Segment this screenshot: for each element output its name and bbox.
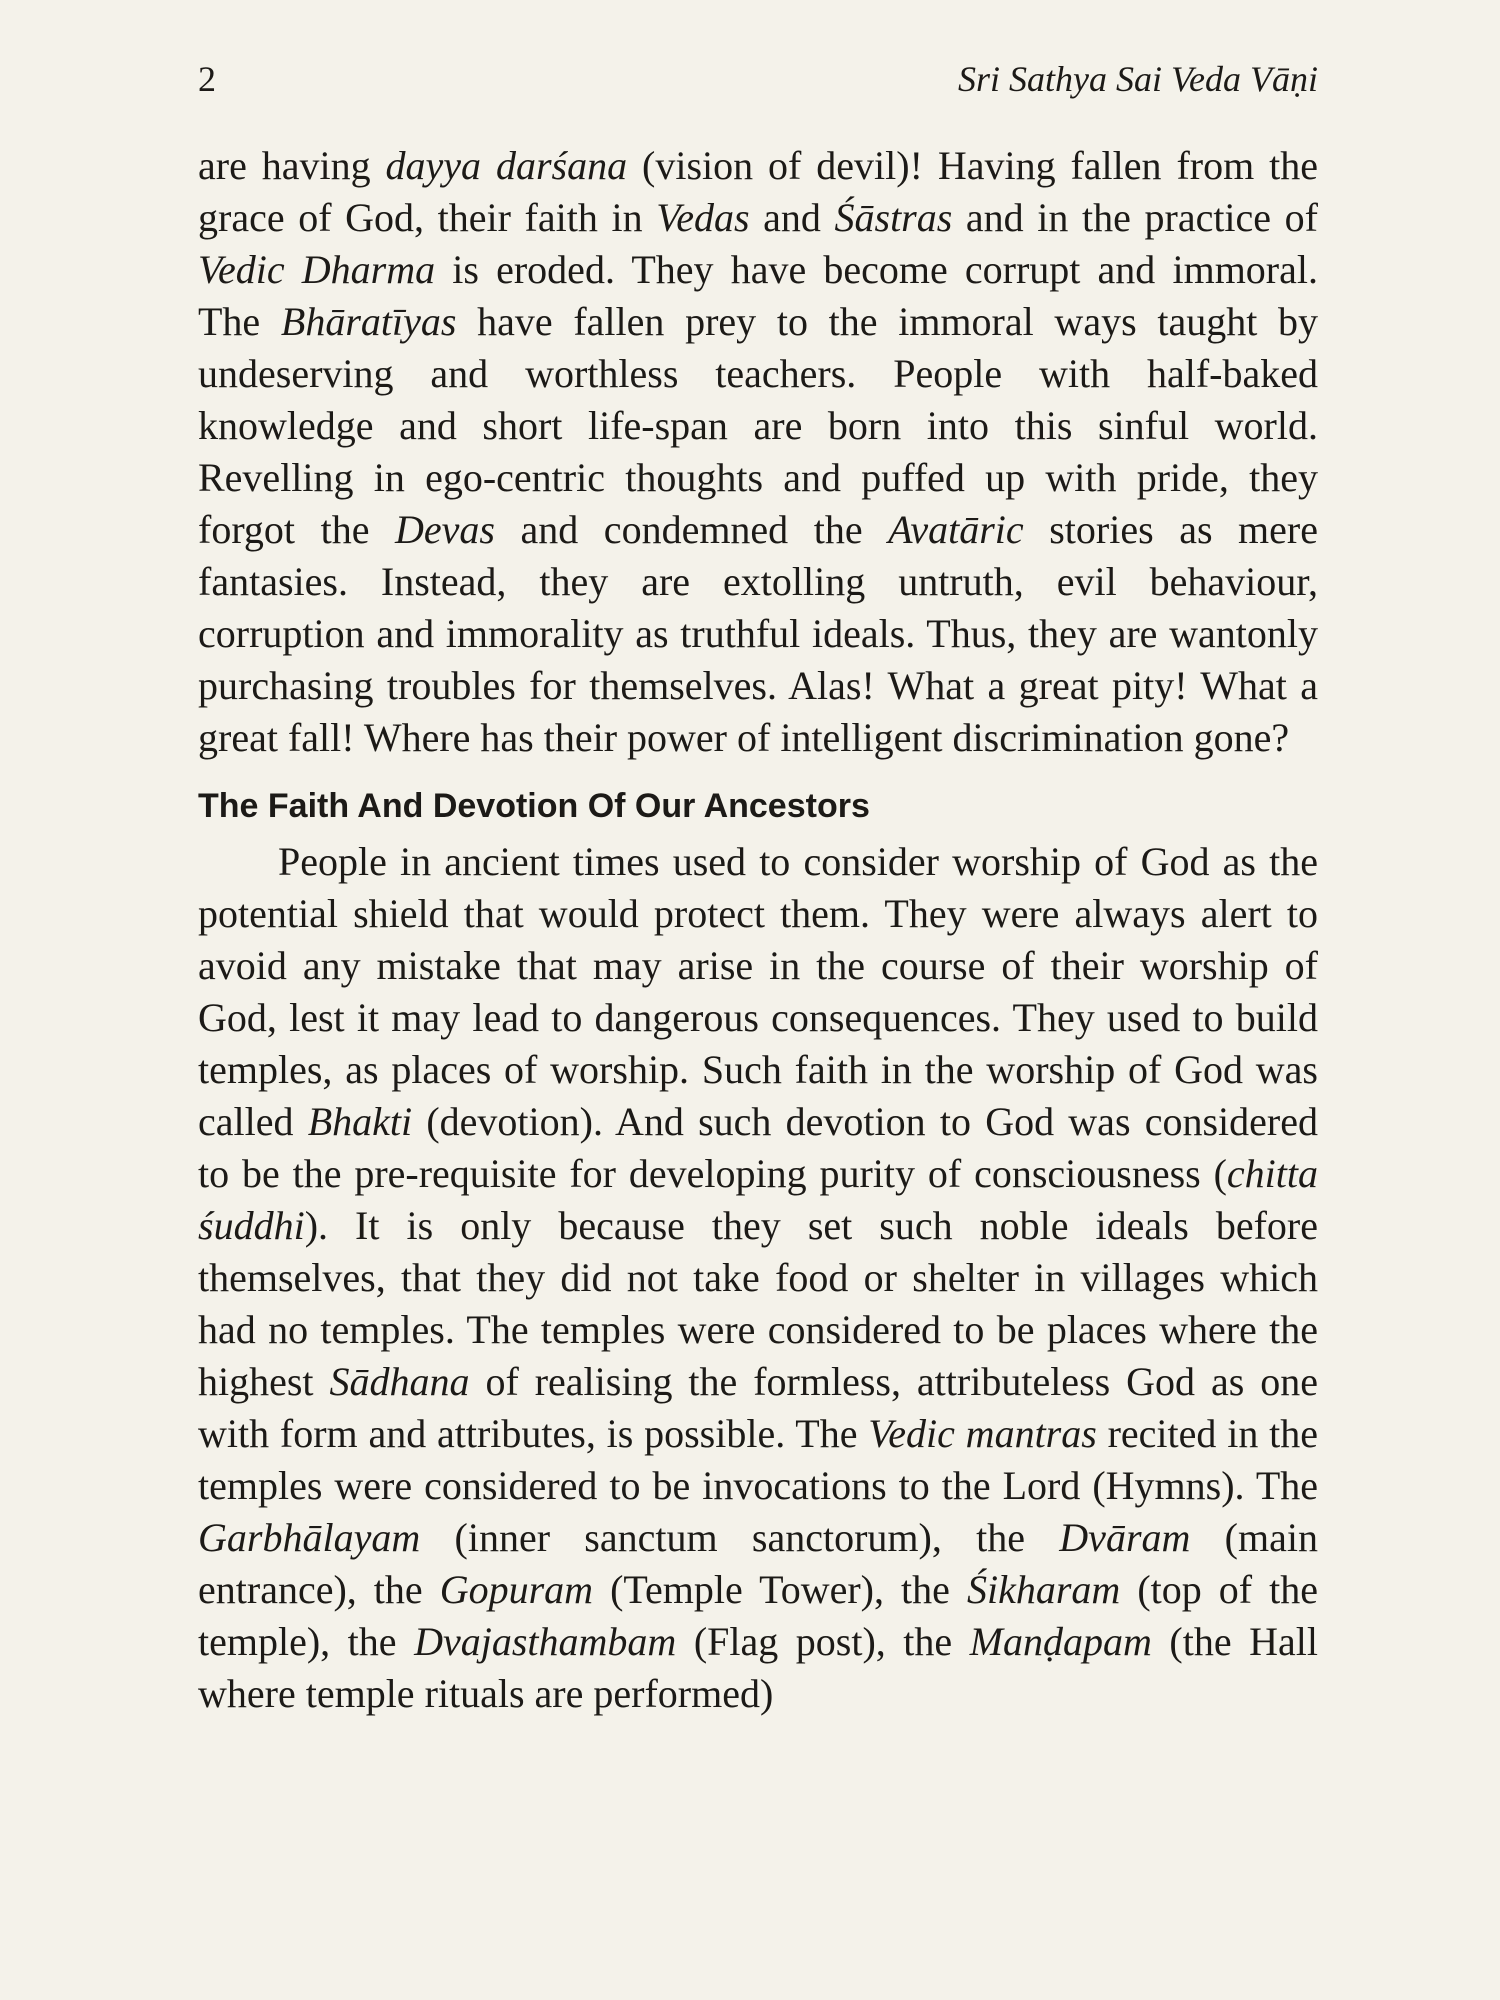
paragraph-2 (198, 836, 1318, 1720)
italic-term: chitta śuddhi (198, 1151, 1318, 1248)
italic-term: Śikharam (966, 1567, 1121, 1612)
text-run: and in the practice of (952, 195, 1318, 240)
paragraph-2-text (198, 836, 1318, 1720)
text-run: ). It is only because they set such noble ideals before themselves, that they did not take food or shelter in villages which had no temples. The temples were considered to be places where the highest (198, 1203, 1318, 1404)
text-run: (Temple Tower), the (593, 1567, 967, 1612)
paragraph-1 (198, 140, 1318, 764)
italic-term: Avatāric (888, 507, 1024, 552)
text-run: (main entrance), the (198, 1515, 1318, 1612)
text-run: of realising the formless, attributeless God as one with form and attributes, is possible. The (198, 1359, 1319, 1456)
italic-term: Śāstras (834, 195, 953, 240)
text-run: (Flag post), the (676, 1619, 970, 1664)
text-run: People in ancient times used to consider worship of God as the potential shield that would protect them. They were always alert to avoid any mistake that may arise in the course of their worship of God, lest it may lead to dangerous consequences. They used to build temples, as places of worship. Such faith in the worship of God was called (198, 839, 1318, 1144)
text-run: (devotion). And such devotion to God was considered to be the pre-requisite for developing purity of consciousness ( (198, 1099, 1318, 1196)
italic-term: Devas (395, 507, 495, 552)
book-page (198, 58, 1318, 1720)
page-number: 2 (198, 59, 216, 99)
italic-term: Dvajasthambam (414, 1619, 677, 1664)
text-run: recited in the temples were considered to be invocations to the Lord (Hymns). The (198, 1411, 1318, 1508)
italic-term: Manḍapam (969, 1619, 1152, 1664)
text-run: and condemned the (494, 507, 889, 552)
running-header (198, 58, 1318, 120)
italic-term: dayya darśana (385, 143, 628, 188)
text-run: (inner sanctum sanctorum), the (420, 1515, 1060, 1560)
text-run: stories as mere fantasies. Instead, they are extolling untruth, evil behaviour, corruption and immorality as truthful ideals. Thus, they are wantonly purchasing troubles for themselves. Alas! What a great pity! What a great fall! Where has their power of intelligent discrimination gone? (198, 507, 1318, 760)
italic-term: Garbhālayam (198, 1515, 421, 1560)
text-run: is eroded. They have become corrupt and immoral. The (198, 247, 1318, 344)
italic-term: Dvāram (1059, 1515, 1191, 1560)
text-run: (the Hall where temple rituals are performed) (198, 1619, 1318, 1716)
section-heading: The Faith And Devotion Of Our Ancestors (198, 787, 870, 825)
page-body (198, 140, 1318, 1720)
italic-term: Bhakti (307, 1099, 413, 1144)
italic-term: Gopuram (439, 1567, 594, 1612)
text-run: have fallen prey to the immoral ways taught by undeserving and worthless teachers. People with half-baked knowledge and short life-span are born into this sinful world. Revelling in ego-centric thoughts and puffed up with pride, they forgot the (198, 299, 1318, 552)
italic-term: Vedic mantras (868, 1411, 1097, 1456)
italic-term: Vedas (656, 195, 750, 240)
italic-term: Vedic Dharma (198, 247, 436, 292)
text-run: are having (198, 143, 386, 188)
text-run: and (749, 195, 835, 240)
text-run: (top of the temple), the (198, 1567, 1319, 1664)
book-title: Sri Sathya Sai Veda Vāṇi (958, 59, 1318, 99)
text-run: (vision of devil)! Having fallen from the grace of God, their faith in (198, 143, 1318, 240)
italic-term: Sādhana (329, 1359, 470, 1404)
italic-term: Bhāratīyas (280, 299, 457, 344)
paragraph-1-text (198, 140, 1318, 764)
